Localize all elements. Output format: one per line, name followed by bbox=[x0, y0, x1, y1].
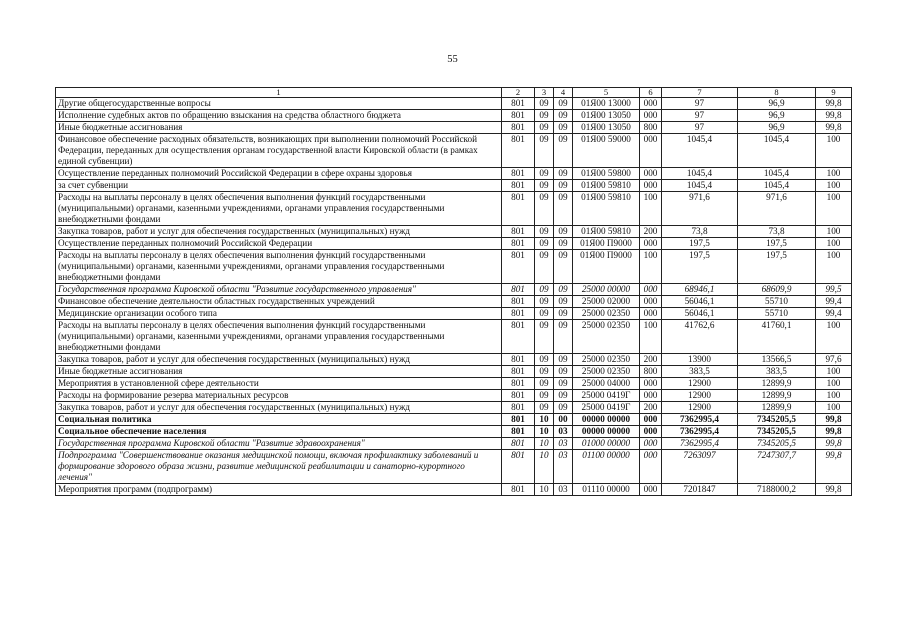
row-code: 801 bbox=[502, 354, 535, 366]
row-code: 801 bbox=[502, 250, 535, 284]
row-expense-type: 000 bbox=[640, 110, 662, 122]
row-planned: 41762,6 bbox=[662, 320, 738, 354]
row-target-code: 01Я00 59800 bbox=[573, 168, 640, 180]
row-planned: 68946,1 bbox=[662, 284, 738, 296]
row-executed: 68609,9 bbox=[738, 284, 816, 296]
row-planned: 1045,4 bbox=[662, 180, 738, 192]
row-code: 801 bbox=[502, 284, 535, 296]
row-planned: 97 bbox=[662, 98, 738, 110]
row-subsection: 00 bbox=[554, 414, 573, 426]
column-header: 9 bbox=[816, 88, 852, 98]
table-row bbox=[56, 134, 852, 168]
row-name: Закупка товаров, работ и услуг для обеспечения государственных (муниципальных) нужд bbox=[56, 354, 502, 366]
row-code: 801 bbox=[502, 308, 535, 320]
row-target-code: 25000 0419Г bbox=[573, 402, 640, 414]
column-header: 4 bbox=[554, 88, 573, 98]
row-section: 09 bbox=[535, 354, 554, 366]
row-name: Закупка товаров, работ и услуг для обеспечения государственных (муниципальных) нужд bbox=[56, 226, 502, 238]
row-name: Государственная программа Кировской области "Развитие государственного управления" bbox=[56, 284, 502, 296]
table-row bbox=[56, 110, 852, 122]
row-name: Подпрограмма "Совершенствование оказания медицинской помощи, включая профилактику заболеваний и формирование здорового образа жизни, развитие медицинской реабилитации и санаторно-курортного лечения" bbox=[56, 450, 502, 484]
row-target-code: 01Я00 13050 bbox=[573, 122, 640, 134]
row-expense-type: 100 bbox=[640, 250, 662, 284]
row-executed: 12899,9 bbox=[738, 378, 816, 390]
row-subsection: 09 bbox=[554, 250, 573, 284]
row-percent: 99,8 bbox=[816, 122, 852, 134]
row-code: 801 bbox=[502, 438, 535, 450]
row-name: за счет субвенции bbox=[56, 180, 502, 192]
row-percent: 100 bbox=[816, 250, 852, 284]
row-name: Медицинские организации особого типа bbox=[56, 308, 502, 320]
row-executed: 7247307,7 bbox=[738, 450, 816, 484]
row-code: 801 bbox=[502, 168, 535, 180]
row-subsection: 09 bbox=[554, 378, 573, 390]
row-percent: 99,8 bbox=[816, 98, 852, 110]
table-row bbox=[56, 122, 852, 134]
row-executed: 13566,5 bbox=[738, 354, 816, 366]
row-planned: 13900 bbox=[662, 354, 738, 366]
row-subsection: 03 bbox=[554, 450, 573, 484]
row-name: Закупка товаров, работ и услуг для обеспечения государственных (муниципальных) нужд bbox=[56, 402, 502, 414]
row-target-code: 01Я00 13050 bbox=[573, 110, 640, 122]
row-executed: 7188000,2 bbox=[738, 484, 816, 496]
row-subsection: 09 bbox=[554, 238, 573, 250]
row-code: 801 bbox=[502, 98, 535, 110]
row-percent: 99,8 bbox=[816, 110, 852, 122]
row-name: Расходы на выплаты персоналу в целях обеспечения выполнения функций государственными (муниципальными) органами, казенными учреждениями, органами управления государственными внебюджетными фондами bbox=[56, 192, 502, 226]
row-code: 801 bbox=[502, 296, 535, 308]
row-section: 09 bbox=[535, 378, 554, 390]
table-row bbox=[56, 192, 852, 226]
row-expense-type: 200 bbox=[640, 226, 662, 238]
table-row bbox=[56, 366, 852, 378]
row-planned: 7201847 bbox=[662, 484, 738, 496]
row-planned: 383,5 bbox=[662, 366, 738, 378]
table-row bbox=[56, 180, 852, 192]
budget-table bbox=[55, 87, 852, 496]
row-planned: 73,8 bbox=[662, 226, 738, 238]
row-expense-type: 000 bbox=[640, 168, 662, 180]
row-percent: 99,8 bbox=[816, 426, 852, 438]
column-header: 7 bbox=[662, 88, 738, 98]
row-section: 09 bbox=[535, 180, 554, 192]
row-section: 09 bbox=[535, 238, 554, 250]
row-section: 09 bbox=[535, 110, 554, 122]
row-target-code: 01Я00 П9000 bbox=[573, 238, 640, 250]
row-subsection: 09 bbox=[554, 226, 573, 238]
row-name: Финансовое обеспечение деятельности областных государственных учреждений bbox=[56, 296, 502, 308]
row-executed: 12899,9 bbox=[738, 390, 816, 402]
row-code: 801 bbox=[502, 134, 535, 168]
column-header: 3 bbox=[535, 88, 554, 98]
row-planned: 197,5 bbox=[662, 238, 738, 250]
row-target-code: 25000 0419Г bbox=[573, 390, 640, 402]
row-name: Финансовое обеспечение расходных обязательств, возникающих при выполнении полномочий Российской Федерации, переданных для осуществления органам государственной власти Кировской области (в рамках единой субвенции) bbox=[56, 134, 502, 168]
row-planned: 12900 bbox=[662, 402, 738, 414]
row-executed: 197,5 bbox=[738, 250, 816, 284]
row-subsection: 09 bbox=[554, 122, 573, 134]
row-code: 801 bbox=[502, 402, 535, 414]
row-target-code: 01Я00 59810 bbox=[573, 180, 640, 192]
row-percent: 100 bbox=[816, 402, 852, 414]
row-planned: 56046,1 bbox=[662, 308, 738, 320]
row-target-code: 25000 02350 bbox=[573, 320, 640, 354]
table-header bbox=[56, 88, 852, 98]
row-target-code: 01100 00000 bbox=[573, 450, 640, 484]
row-target-code: 01Я00 59810 bbox=[573, 192, 640, 226]
row-percent: 100 bbox=[816, 192, 852, 226]
row-planned: 197,5 bbox=[662, 250, 738, 284]
row-target-code: 00000 00000 bbox=[573, 414, 640, 426]
table-row bbox=[56, 284, 852, 296]
row-target-code: 25000 02350 bbox=[573, 308, 640, 320]
table-row bbox=[56, 308, 852, 320]
row-target-code: 25000 00000 bbox=[573, 284, 640, 296]
row-target-code: 01Я00 59810 bbox=[573, 226, 640, 238]
row-name: Расходы на выплаты персоналу в целях обеспечения выполнения функций государственными (муниципальными) органами, казенными учреждениями, органами управления государственными внебюджетными фондами bbox=[56, 250, 502, 284]
row-planned: 12900 bbox=[662, 390, 738, 402]
row-expense-type: 200 bbox=[640, 402, 662, 414]
row-target-code: 25000 02350 bbox=[573, 354, 640, 366]
row-expense-type: 000 bbox=[640, 284, 662, 296]
table-row bbox=[56, 168, 852, 180]
row-code: 801 bbox=[502, 414, 535, 426]
row-subsection: 09 bbox=[554, 402, 573, 414]
row-code: 801 bbox=[502, 180, 535, 192]
row-target-code: 01000 00000 bbox=[573, 438, 640, 450]
row-planned: 7362995,4 bbox=[662, 426, 738, 438]
row-expense-type: 800 bbox=[640, 122, 662, 134]
row-executed: 1045,4 bbox=[738, 180, 816, 192]
row-subsection: 09 bbox=[554, 98, 573, 110]
row-code: 801 bbox=[502, 122, 535, 134]
row-expense-type: 000 bbox=[640, 308, 662, 320]
row-section: 10 bbox=[535, 426, 554, 438]
column-header: 6 bbox=[640, 88, 662, 98]
row-section: 09 bbox=[535, 122, 554, 134]
row-percent: 99,5 bbox=[816, 284, 852, 296]
row-section: 09 bbox=[535, 296, 554, 308]
table-row bbox=[56, 226, 852, 238]
row-planned: 1045,4 bbox=[662, 168, 738, 180]
row-expense-type: 800 bbox=[640, 366, 662, 378]
row-subsection: 09 bbox=[554, 354, 573, 366]
row-planned: 97 bbox=[662, 110, 738, 122]
row-expense-type: 000 bbox=[640, 426, 662, 438]
row-section: 09 bbox=[535, 366, 554, 378]
row-code: 801 bbox=[502, 238, 535, 250]
row-subsection: 09 bbox=[554, 390, 573, 402]
row-subsection: 03 bbox=[554, 438, 573, 450]
row-subsection: 09 bbox=[554, 320, 573, 354]
table-row bbox=[56, 296, 852, 308]
row-section: 09 bbox=[535, 250, 554, 284]
row-executed: 7345205,5 bbox=[738, 438, 816, 450]
row-name: Иные бюджетные ассигнования bbox=[56, 122, 502, 134]
row-target-code: 25000 04000 bbox=[573, 378, 640, 390]
row-percent: 100 bbox=[816, 134, 852, 168]
row-name: Иные бюджетные ассигнования bbox=[56, 366, 502, 378]
row-target-code: 00000 00000 bbox=[573, 426, 640, 438]
row-name: Мероприятия программ (подпрограмм) bbox=[56, 484, 502, 496]
row-percent: 99,8 bbox=[816, 438, 852, 450]
table-row bbox=[56, 378, 852, 390]
page-number: 55 bbox=[447, 54, 458, 65]
row-section: 09 bbox=[535, 320, 554, 354]
column-header: 1 bbox=[56, 88, 502, 98]
table-row bbox=[56, 238, 852, 250]
row-subsection: 09 bbox=[554, 296, 573, 308]
table-row bbox=[56, 98, 852, 110]
row-subsection: 09 bbox=[554, 192, 573, 226]
row-code: 801 bbox=[502, 226, 535, 238]
row-planned: 1045,4 bbox=[662, 134, 738, 168]
row-percent: 100 bbox=[816, 366, 852, 378]
row-section: 09 bbox=[535, 168, 554, 180]
table-row bbox=[56, 484, 852, 496]
row-section: 10 bbox=[535, 484, 554, 496]
row-section: 10 bbox=[535, 450, 554, 484]
row-name: Социальное обеспечение населения bbox=[56, 426, 502, 438]
row-name: Мероприятия в установленной сфере деятельности bbox=[56, 378, 502, 390]
row-subsection: 09 bbox=[554, 134, 573, 168]
table-row bbox=[56, 354, 852, 366]
row-expense-type: 000 bbox=[640, 390, 662, 402]
table-row bbox=[56, 402, 852, 414]
column-number-row bbox=[56, 88, 852, 98]
row-expense-type: 000 bbox=[640, 484, 662, 496]
row-target-code: 01Я00 П9000 bbox=[573, 250, 640, 284]
row-percent: 100 bbox=[816, 180, 852, 192]
row-executed: 96,9 bbox=[738, 110, 816, 122]
row-percent: 99,4 bbox=[816, 296, 852, 308]
row-planned: 97 bbox=[662, 122, 738, 134]
column-header: 5 bbox=[573, 88, 640, 98]
row-expense-type: 200 bbox=[640, 354, 662, 366]
row-expense-type: 000 bbox=[640, 378, 662, 390]
table-row bbox=[56, 390, 852, 402]
row-subsection: 09 bbox=[554, 284, 573, 296]
row-name: Осуществление переданных полномочий Российской Федерации в сфере охраны здоровья bbox=[56, 168, 502, 180]
row-target-code: 01Я00 59000 bbox=[573, 134, 640, 168]
table-row bbox=[56, 414, 852, 426]
row-planned: 7263097 bbox=[662, 450, 738, 484]
row-expense-type: 000 bbox=[640, 414, 662, 426]
row-executed: 96,9 bbox=[738, 122, 816, 134]
row-section: 09 bbox=[535, 98, 554, 110]
table-row bbox=[56, 320, 852, 354]
table-body bbox=[56, 98, 852, 496]
table-row bbox=[56, 438, 852, 450]
row-name: Осуществление переданных полномочий Российской Федерации bbox=[56, 238, 502, 250]
row-subsection: 09 bbox=[554, 110, 573, 122]
row-percent: 100 bbox=[816, 168, 852, 180]
row-executed: 197,5 bbox=[738, 238, 816, 250]
row-expense-type: 000 bbox=[640, 180, 662, 192]
row-expense-type: 000 bbox=[640, 438, 662, 450]
row-code: 801 bbox=[502, 390, 535, 402]
row-name: Социальная политика bbox=[56, 414, 502, 426]
row-subsection: 03 bbox=[554, 484, 573, 496]
table-row bbox=[56, 450, 852, 484]
row-target-code: 25000 02000 bbox=[573, 296, 640, 308]
row-percent: 100 bbox=[816, 390, 852, 402]
row-executed: 1045,4 bbox=[738, 134, 816, 168]
row-executed: 73,8 bbox=[738, 226, 816, 238]
row-section: 09 bbox=[535, 284, 554, 296]
row-name: Расходы на формирование резерва материальных ресурсов bbox=[56, 390, 502, 402]
row-percent: 100 bbox=[816, 378, 852, 390]
row-code: 801 bbox=[502, 484, 535, 496]
row-section: 09 bbox=[535, 402, 554, 414]
row-percent: 97,6 bbox=[816, 354, 852, 366]
row-code: 801 bbox=[502, 450, 535, 484]
row-executed: 41760,1 bbox=[738, 320, 816, 354]
row-executed: 1045,4 bbox=[738, 168, 816, 180]
row-name: Другие общегосударственные вопросы bbox=[56, 98, 502, 110]
row-executed: 383,5 bbox=[738, 366, 816, 378]
row-expense-type: 000 bbox=[640, 238, 662, 250]
row-expense-type: 100 bbox=[640, 192, 662, 226]
row-section: 09 bbox=[535, 308, 554, 320]
row-name: Исполнение судебных актов по обращению взыскания на средства областного бюджета bbox=[56, 110, 502, 122]
row-subsection: 09 bbox=[554, 308, 573, 320]
row-code: 801 bbox=[502, 378, 535, 390]
row-executed: 7345205,5 bbox=[738, 426, 816, 438]
row-planned: 7362995,4 bbox=[662, 438, 738, 450]
row-executed: 7345205,5 bbox=[738, 414, 816, 426]
row-percent: 100 bbox=[816, 320, 852, 354]
row-section: 09 bbox=[535, 390, 554, 402]
row-subsection: 09 bbox=[554, 180, 573, 192]
row-subsection: 03 bbox=[554, 426, 573, 438]
row-target-code: 01Я00 13000 bbox=[573, 98, 640, 110]
row-planned: 971,6 bbox=[662, 192, 738, 226]
row-percent: 99,8 bbox=[816, 414, 852, 426]
row-executed: 12899,9 bbox=[738, 402, 816, 414]
column-header: 8 bbox=[738, 88, 816, 98]
row-executed: 55710 bbox=[738, 308, 816, 320]
row-percent: 99,4 bbox=[816, 308, 852, 320]
row-subsection: 09 bbox=[554, 366, 573, 378]
row-percent: 99,8 bbox=[816, 450, 852, 484]
row-percent: 100 bbox=[816, 238, 852, 250]
row-name: Государственная программа Кировской области "Развитие здравоохранения" bbox=[56, 438, 502, 450]
row-executed: 96,9 bbox=[738, 98, 816, 110]
row-code: 801 bbox=[502, 192, 535, 226]
row-section: 10 bbox=[535, 438, 554, 450]
row-percent: 99,8 bbox=[816, 484, 852, 496]
row-code: 801 bbox=[502, 110, 535, 122]
row-planned: 7362995,4 bbox=[662, 414, 738, 426]
row-executed: 55710 bbox=[738, 296, 816, 308]
row-percent: 100 bbox=[816, 226, 852, 238]
row-target-code: 25000 02350 bbox=[573, 366, 640, 378]
row-subsection: 09 bbox=[554, 168, 573, 180]
row-name: Расходы на выплаты персоналу в целях обеспечения выполнения функций государственными (муниципальными) органами, казенными учреждениями, органами управления государственными внебюджетными фондами bbox=[56, 320, 502, 354]
row-planned: 56046,1 bbox=[662, 296, 738, 308]
column-header: 2 bbox=[502, 88, 535, 98]
row-section: 10 bbox=[535, 414, 554, 426]
row-expense-type: 000 bbox=[640, 134, 662, 168]
table-row bbox=[56, 250, 852, 284]
row-expense-type: 000 bbox=[640, 98, 662, 110]
row-code: 801 bbox=[502, 366, 535, 378]
row-executed: 971,6 bbox=[738, 192, 816, 226]
row-code: 801 bbox=[502, 426, 535, 438]
row-expense-type: 000 bbox=[640, 450, 662, 484]
row-code: 801 bbox=[502, 320, 535, 354]
table-row bbox=[56, 426, 852, 438]
row-section: 09 bbox=[535, 134, 554, 168]
row-section: 09 bbox=[535, 192, 554, 226]
row-planned: 12900 bbox=[662, 378, 738, 390]
row-section: 09 bbox=[535, 226, 554, 238]
row-expense-type: 000 bbox=[640, 296, 662, 308]
row-expense-type: 100 bbox=[640, 320, 662, 354]
row-target-code: 01110 00000 bbox=[573, 484, 640, 496]
